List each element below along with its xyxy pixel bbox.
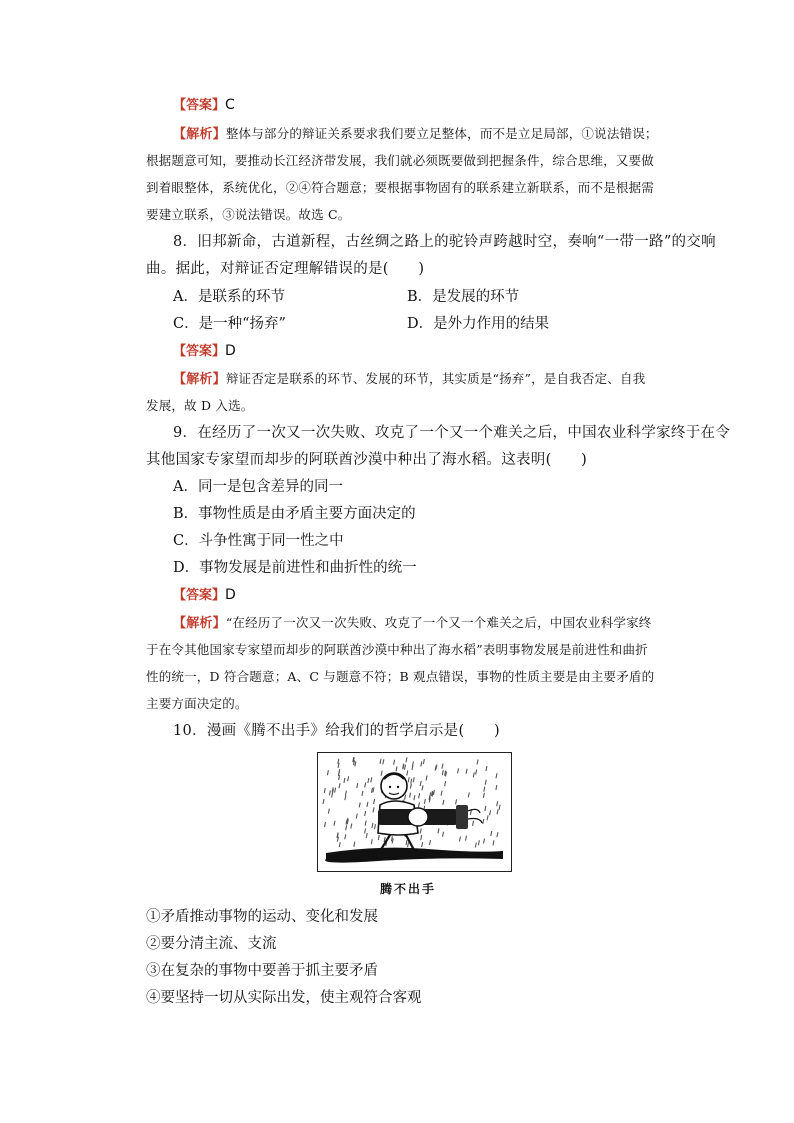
q8-stem-line-2: 曲。据此，对辩证否定理解错误的是( ) <box>146 261 425 277</box>
answer-tag: 【答案】 <box>173 588 226 603</box>
q9-stem-line-2: 其他国家专家望而却步的阿联酋沙漠中种出了海水稻。这表明( ) <box>146 452 588 468</box>
explain-tag: 【解析】 <box>173 372 226 387</box>
q9-option-b: B．事物性质是由矛盾主要方面决定的 <box>173 506 416 522</box>
q9-explain-line-1 <box>173 613 652 634</box>
q10-item-4: ④要坚持一切从实际出发，使主观符合客观 <box>146 990 422 1006</box>
answer-value: C <box>225 97 235 113</box>
q9-option-c: C．斗争性寓于同一性之中 <box>173 533 344 549</box>
cartoon-drawing <box>318 753 511 871</box>
q7-explain-line-1 <box>173 124 658 145</box>
answer-value: D <box>225 343 236 359</box>
cartoon-image <box>317 752 512 872</box>
q8-answer-line <box>173 341 236 362</box>
q8-option-b: B．是发展的环节 <box>407 289 520 305</box>
cartoon-caption: 腾不出手 <box>380 882 437 896</box>
q8-explain-line-2: 发展，故 D 入选。 <box>146 398 254 413</box>
q9-stem-line-1: 9．在经历了一次又一次失败、攻克了一个又一个难关之后，中国农业科学家终于在令 <box>173 425 731 441</box>
q8-stem-line-1: 8．旧邦新命，古道新程，古丝绸之路上的驼铃声跨越时空，奏响“一带一路”的交响 <box>173 234 716 250</box>
explain-text: 整体与部分的辩证关系要求我们要立足整体，而不是立足局部，①说法错误； <box>225 126 658 141</box>
q10-item-1: ①矛盾推动事物的运动、变化和发展 <box>146 909 378 925</box>
q9-explain-line-2: 于在令其他国家专家望而却步的阿联酋沙漠中种出了海水稻”表明事物发展是前进性和曲折 <box>146 642 648 657</box>
figure-hands <box>408 808 428 826</box>
q10-stem: 10．漫画《腾不出手》给我们的哲学启示是( ) <box>173 723 500 739</box>
q7-explain-line-4: 要建立联系，③说法错误。故选 C。 <box>146 207 351 222</box>
q10-item-2: ②要分清主流、支流 <box>146 936 277 952</box>
explain-text: “在经历了一次又一次失败、攻克了一个又一个难关之后，中国农业科学家终 <box>225 615 652 630</box>
q10-item-3: ③在复杂的事物中要善于抓主要矛盾 <box>146 963 378 979</box>
q9-explain-line-3: 性的统一，D 符合题意；A、C 与题意不符；B 观点错误，事物的性质主要是由主要矛盾的 <box>146 669 655 684</box>
explain-text: 辩证否定是联系的环节、发展的环节，其实质是“扬弃”，是自我否定、自我 <box>225 371 646 386</box>
q9-explain-line-4: 主要方面决定的。 <box>146 696 248 711</box>
q8-option-d: D．是外力作用的结果 <box>407 316 550 332</box>
answer-tag: 【答案】 <box>173 98 226 113</box>
q9-option-d: D．事物发展是前进性和曲折性的统一 <box>173 560 417 576</box>
answer-value: D <box>225 587 236 603</box>
q8-option-c: C．是一种“扬弃” <box>173 316 286 332</box>
answer-tag: 【答案】 <box>173 344 226 359</box>
q7-explain-line-2: 根据题意可知，要推动长江经济带发展，我们就必须既要做到把握条件，综合思维，又要做 <box>146 153 655 168</box>
explain-tag: 【解析】 <box>173 127 226 142</box>
explain-tag: 【解析】 <box>173 616 226 631</box>
q9-option-a: A．同一是包含差异的同一 <box>173 479 343 495</box>
q8-option-a: A．是联系的环节 <box>173 289 285 305</box>
q9-answer-line <box>173 585 236 606</box>
q7-explain-line-3: 到着眼整体，系统优化，②④符合题意；要根据事物固有的联系建立新联系，而不是根据需 <box>146 180 655 195</box>
q8-explain-line-1 <box>173 369 645 390</box>
q7-answer-line <box>173 95 235 116</box>
